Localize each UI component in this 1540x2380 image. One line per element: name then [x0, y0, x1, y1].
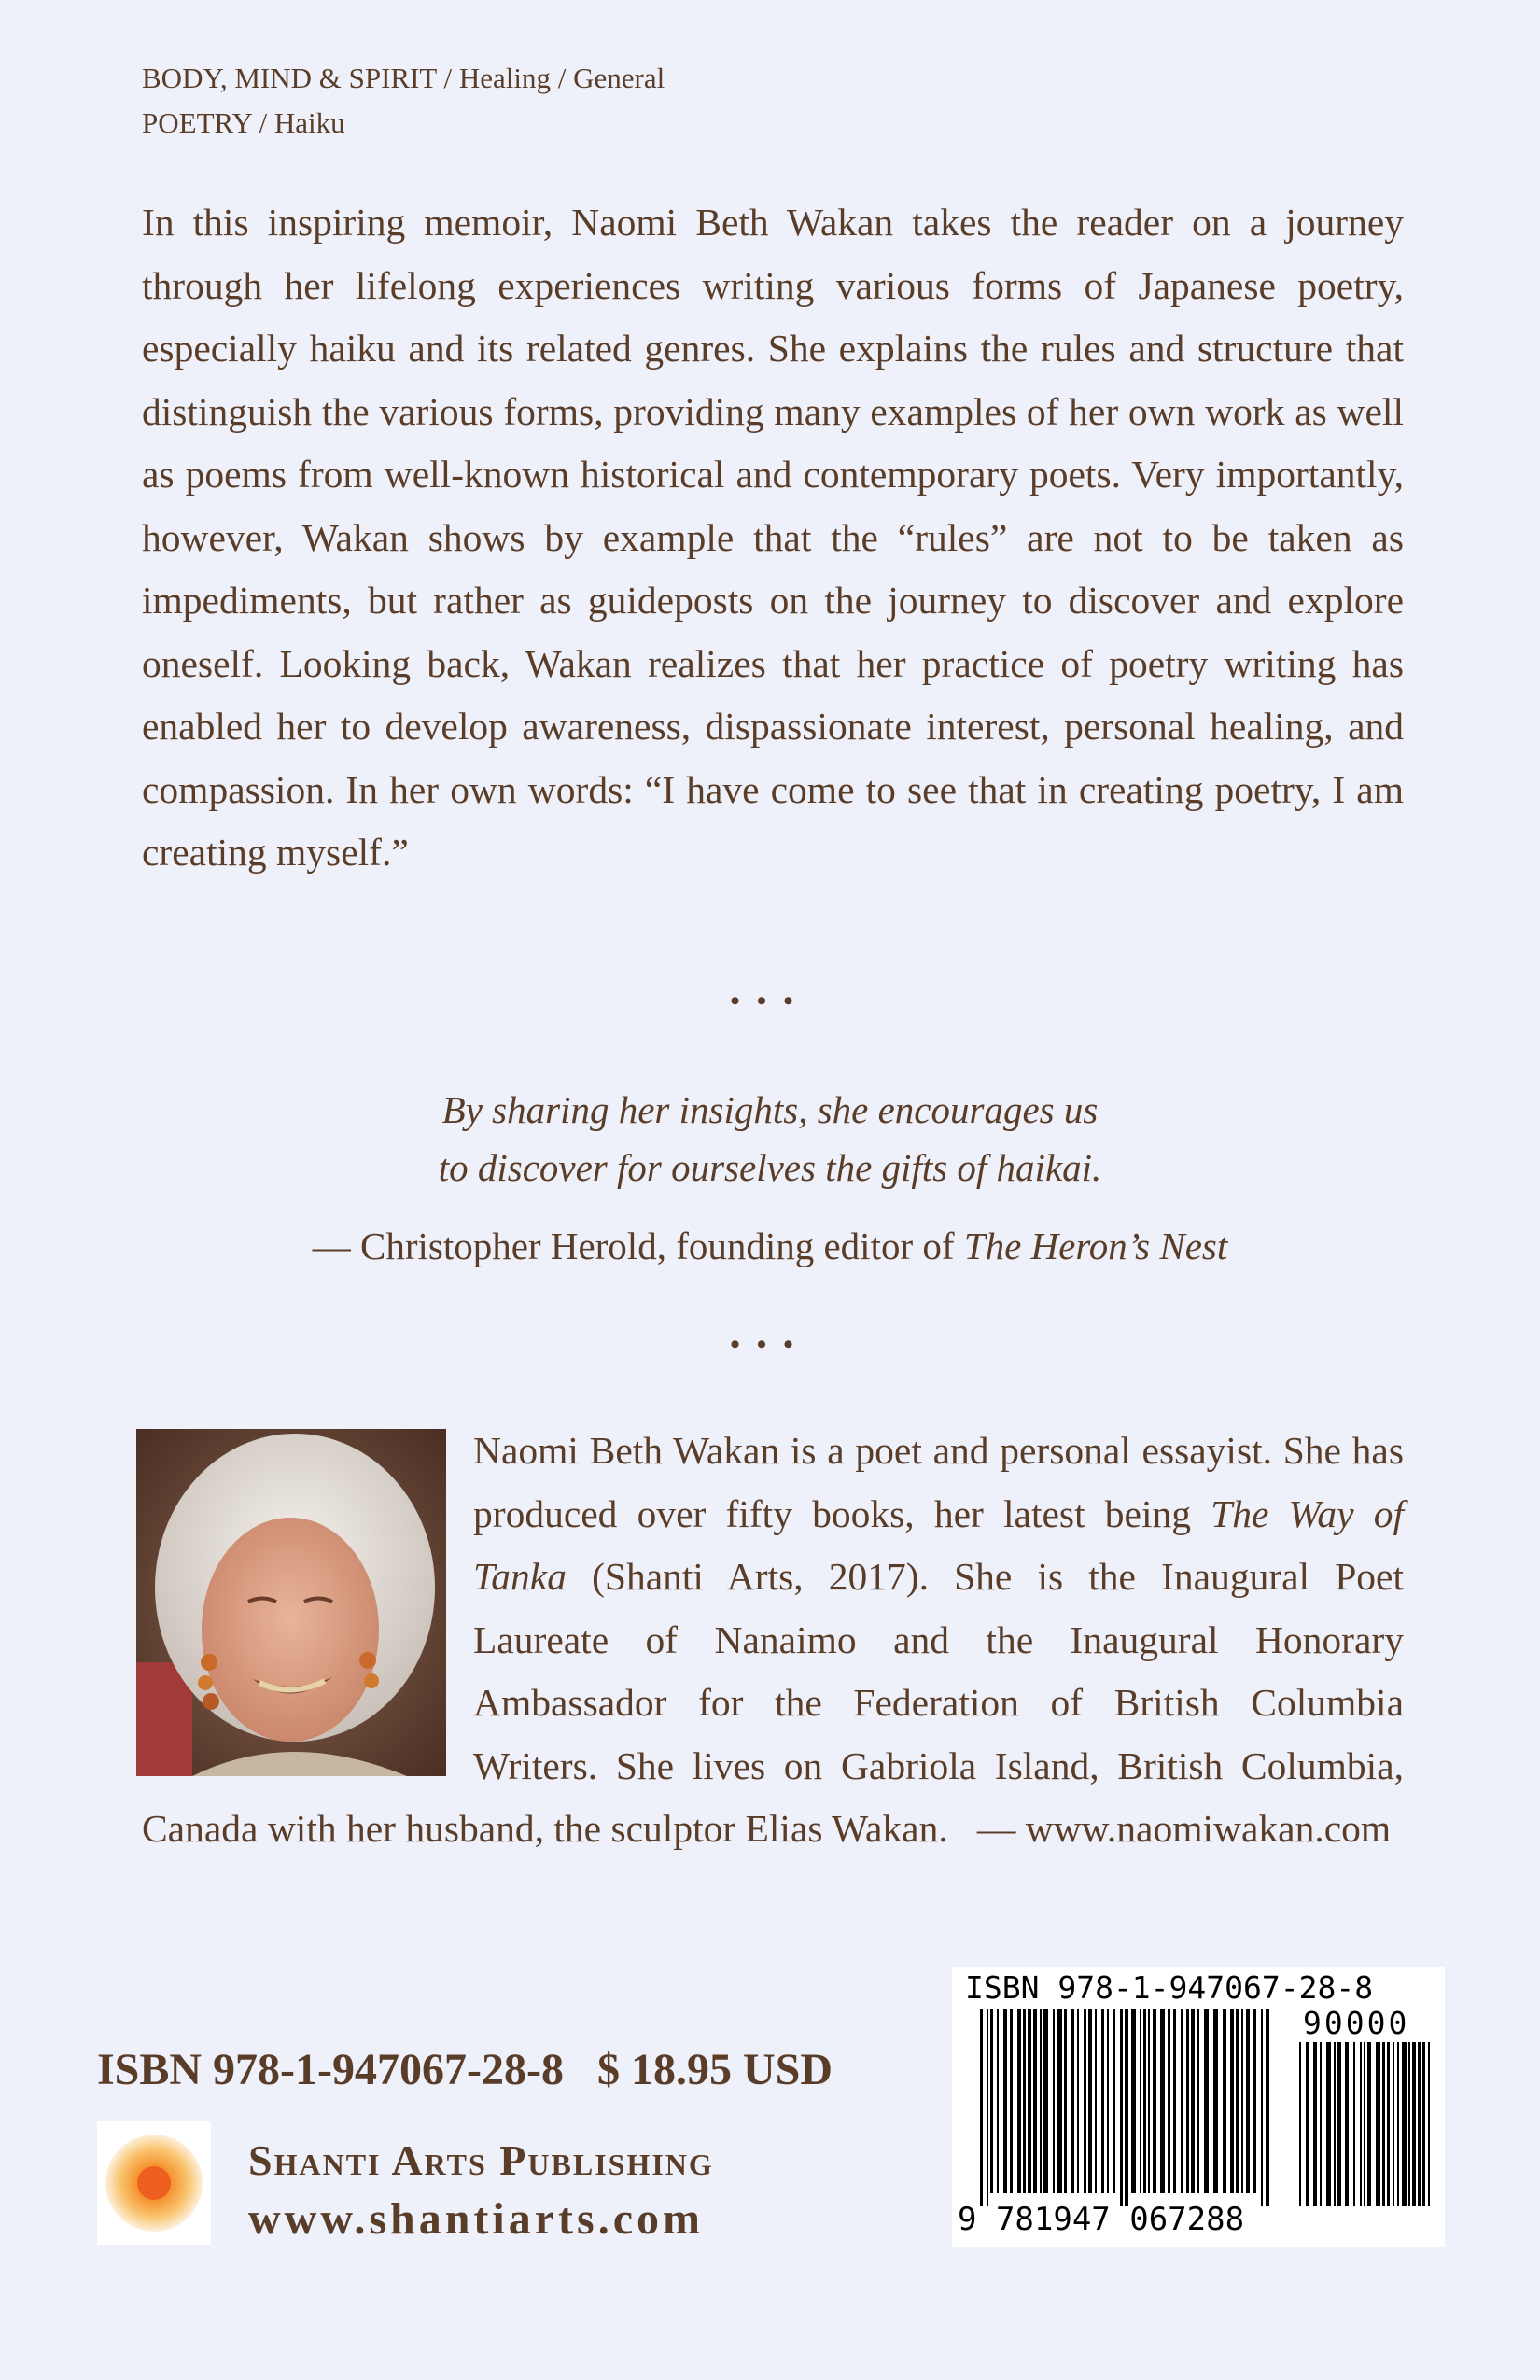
section-separator: ••• — [730, 986, 810, 1016]
category-line: BODY, MIND & SPIRIT / Healing / General — [142, 62, 665, 94]
author-photo — [136, 1429, 446, 1776]
barcode-isbn-text: ISBN 978-1-947067-28-8 — [965, 1969, 1374, 2006]
publisher-name: Shanti Arts Publishing — [248, 2136, 714, 2184]
publisher-logo — [97, 2121, 211, 2245]
book-description: In this inspiring memoir, Naomi Beth Wakan takes the reader on a journey through her lifelong experiences writing various forms of Japanese poetry, especially haiku and its related genres. She explains the rules and structure that distinguish the various forms, providing many examples of her own work as well as poems from well-known historical and contemporary poets. Very importantly, however, Wakan shows by example that the “rules” are not to be taken as impediments, but rather as guideposts on the journey to discover and explore oneself. Looking back, Wakan realizes that her practice of poetry writing has enabled her to develop awareness, dispassionate interest, personal healing, and compassion. In her own words: “I have come to see that in creating poetry, I am creating myself.” — [142, 201, 1404, 874]
subject-categories — [142, 56, 665, 146]
quote-line: to discover for ourselves the gifts of haikai. — [438, 1146, 1102, 1189]
bio-text: (Shanti Arts, 2017). She is the Inaugural Poet Laureate of Nanaimo and the Inaugural Honorary Ambassador for the Federation of British Columbia Writers. She lives on Gabriola Island, British Columbia, Canada with her husband, the sculptor Elias Wakan. — www.naomiwakan.com — [142, 1555, 1404, 1850]
book-title: The Way of Tanka — [473, 1491, 1404, 1598]
isbn-price: ISBN 978-1-947067-28-8 $ 18.95 USD — [97, 2045, 833, 2094]
section-separator: ••• — [730, 1329, 810, 1360]
barcode-addon-digits: 90000 — [1303, 2005, 1410, 2041]
publisher-website: www.shantiarts.com — [248, 2194, 704, 2244]
isbn-barcode — [952, 1967, 1445, 2247]
publication-title: The Heron’s Nest — [963, 1225, 1228, 1267]
quote-attribution — [0, 1218, 1540, 1274]
category-line: POETRY / Haiku — [142, 106, 345, 139]
endorsement-quote — [0, 1081, 1540, 1197]
attribution-text: — Christopher Herold, founding editor of — [312, 1225, 964, 1267]
bio-text: Naomi Beth Wakan is a poet and personal essayist. She has produced over fifty books, her latest being — [473, 1429, 1404, 1535]
barcode-digits: 9 781947 067288 — [958, 2201, 1245, 2238]
quote-line: By sharing her insights, she encourages us — [441, 1088, 1099, 1131]
